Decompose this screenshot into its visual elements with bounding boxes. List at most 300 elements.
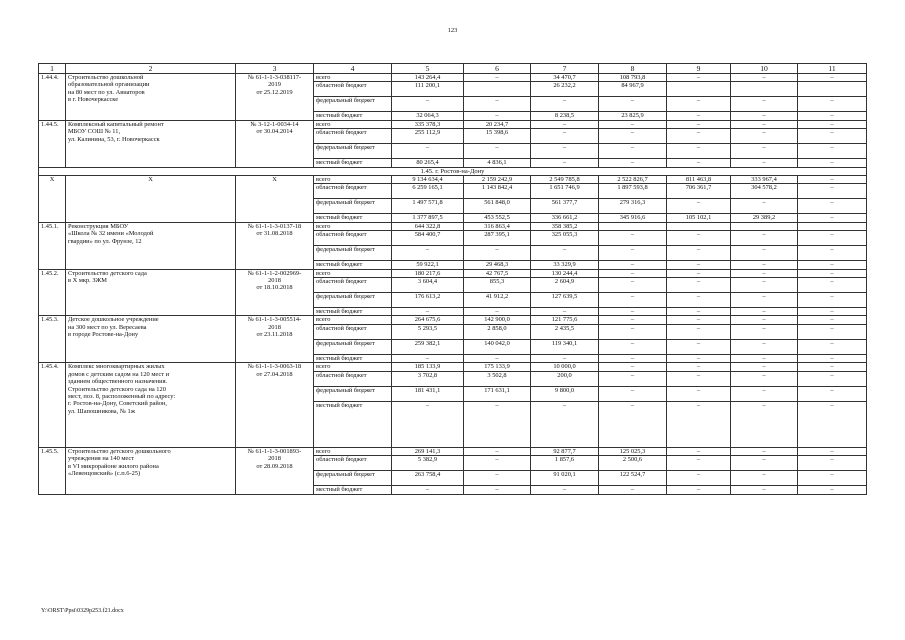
budget-source-label: областной бюджет [314, 456, 392, 471]
amount-cell: – [798, 159, 867, 167]
amount-cell: – [667, 74, 731, 82]
amount-cell: – [731, 120, 798, 128]
amount-cell: 2 604,9 [531, 278, 599, 293]
project-name: X [66, 176, 236, 223]
amount-cell: – [599, 97, 667, 112]
amount-cell: 316 863,4 [464, 222, 531, 230]
amount-cell: 91 020,1 [531, 471, 599, 486]
budget-source-label: федеральный бюджет [314, 144, 392, 159]
section-row [39, 167, 867, 175]
budget-source-label: областной бюджет [314, 324, 392, 339]
amount-cell: – [731, 486, 798, 494]
amount-cell: – [392, 246, 464, 261]
budget-source-label: местный бюджет [314, 308, 392, 316]
amount-cell: – [667, 456, 731, 471]
amount-cell: – [599, 401, 667, 447]
amount-cell: 855,3 [464, 278, 531, 293]
amount-cell: – [798, 293, 867, 308]
amount-cell: 1 377 897,5 [392, 214, 464, 222]
amount-cell: 200,0 [531, 371, 599, 386]
amount-cell: – [531, 97, 599, 112]
budget-source-label: областной бюджет [314, 184, 392, 199]
amount-cell: – [798, 120, 867, 128]
amount-cell: 325 055,3 [531, 231, 599, 246]
amount-cell: 2 549 785,8 [531, 176, 599, 184]
amount-cell: 3 502,8 [464, 371, 531, 386]
project-document: № 61-1-1-3-001893- 2018 от 28.09.2018 [236, 447, 314, 494]
budget-source-label: местный бюджет [314, 112, 392, 120]
header-cell: 7 [531, 64, 599, 74]
project-name: Комплекс многоквартирных жилых домов с детским садом на 120 мест и зданием общественного назначения. Строительство детского сада на 120 мест, поз. 8, расположенный по адресу: г. Ростов-на-Дону, Советский район, ул. Шапошникова, № 1ж [66, 363, 236, 447]
amount-cell: 92 877,7 [531, 447, 599, 455]
budget-source-label: федеральный бюджет [314, 339, 392, 354]
budget-source-label: местный бюджет [314, 159, 392, 167]
header-cell: 11 [798, 64, 867, 74]
amount-cell [798, 82, 867, 97]
budget-source-label: федеральный бюджет [314, 386, 392, 401]
amount-cell [798, 222, 867, 230]
amount-cell: 2 500,6 [599, 456, 667, 471]
amount-cell: 143 264,4 [392, 74, 464, 82]
footer-file-path: Y:\ORST\Ppsi\0329p253.f21.docx [41, 608, 124, 614]
amount-cell: 23 825,9 [599, 112, 667, 120]
budget-source-label: всего [314, 269, 392, 277]
page-number: 123 [447, 27, 458, 34]
table-row [39, 74, 867, 82]
amount-cell: – [667, 261, 731, 269]
amount-cell: 335 378,3 [392, 120, 464, 128]
amount-cell: 358 385,2 [531, 222, 599, 230]
amount-cell: 41 912,2 [464, 293, 531, 308]
amount-cell: 8 238,5 [531, 112, 599, 120]
amount-cell: – [731, 371, 798, 386]
amount-cell: 453 552,5 [464, 214, 531, 222]
project-number: 1.44.4. [39, 74, 66, 121]
amount-cell: 1 497 571,8 [392, 199, 464, 214]
project-number: 1.44.5. [39, 120, 66, 167]
amount-cell: 5 382,9 [392, 456, 464, 471]
amount-cell: 2 159 242,9 [464, 176, 531, 184]
table-body [39, 74, 867, 495]
header-row [39, 64, 867, 74]
amount-cell: – [599, 293, 667, 308]
amount-cell: – [599, 486, 667, 494]
header-cell: 8 [599, 64, 667, 74]
amount-cell: – [392, 144, 464, 159]
amount-cell: – [464, 456, 531, 471]
amount-cell: 6 259 165,1 [392, 184, 464, 199]
amount-cell: – [798, 447, 867, 455]
amount-cell: 1 143 842,4 [464, 184, 531, 199]
amount-cell: – [731, 386, 798, 401]
amount-cell: 10 000,0 [531, 363, 599, 371]
amount-cell: – [731, 199, 798, 214]
budget-source-label: местный бюджет [314, 261, 392, 269]
amount-cell: 561 848,0 [464, 199, 531, 214]
amount-cell: – [531, 159, 599, 167]
amount-cell: 336 661,2 [531, 214, 599, 222]
amount-cell: 5 293,5 [392, 324, 464, 339]
amount-cell: – [798, 324, 867, 339]
budget-source-label: местный бюджет [314, 354, 392, 362]
amount-cell: 255 112,9 [392, 129, 464, 144]
amount-cell: 9 134 634,4 [392, 176, 464, 184]
amount-cell: – [667, 354, 731, 362]
amount-cell: – [599, 129, 667, 144]
amount-cell: – [599, 316, 667, 324]
amount-cell: 561 377,7 [531, 199, 599, 214]
amount-cell [731, 82, 798, 97]
amount-cell: – [599, 363, 667, 371]
amount-cell: – [667, 112, 731, 120]
amount-cell: 811 463,8 [667, 176, 731, 184]
amount-cell: 15 398,6 [464, 129, 531, 144]
amount-cell: 176 613,2 [392, 293, 464, 308]
amount-cell: – [731, 293, 798, 308]
amount-cell: – [599, 371, 667, 386]
financing-table [38, 63, 867, 495]
amount-cell: 1 897 593,8 [599, 184, 667, 199]
amount-cell: – [531, 129, 599, 144]
amount-cell: – [464, 97, 531, 112]
amount-cell: 345 916,6 [599, 214, 667, 222]
project-document: № 61-1-1-2-002969- 2018 от 18.10.2018 [236, 269, 314, 316]
amount-cell: 84 967,9 [599, 82, 667, 97]
amount-cell: 34 470,7 [531, 74, 599, 82]
amount-cell: – [599, 159, 667, 167]
amount-cell: 59 922,1 [392, 261, 464, 269]
amount-cell: – [599, 269, 667, 277]
amount-cell: 33 329,9 [531, 261, 599, 269]
amount-cell: – [667, 363, 731, 371]
amount-cell: – [731, 246, 798, 261]
amount-cell: – [464, 246, 531, 261]
budget-source-label: всего [314, 363, 392, 371]
amount-cell: 185 133,9 [392, 363, 464, 371]
amount-cell: – [798, 184, 867, 199]
amount-cell: – [667, 471, 731, 486]
budget-source-label: местный бюджет [314, 486, 392, 494]
amount-cell: – [798, 144, 867, 159]
amount-cell: – [599, 386, 667, 401]
budget-source-label: всего [314, 222, 392, 230]
amount-cell: 42 767,5 [464, 269, 531, 277]
amount-cell: 142 900,0 [464, 316, 531, 324]
table-row [39, 447, 867, 455]
amount-cell: – [731, 269, 798, 277]
project-name: Строительство детского сада в X мкр. ЗЖМ [66, 269, 236, 316]
amount-cell: – [798, 246, 867, 261]
project-name: Реконструкция МБОУ «Школа № 32 имени «Молодой гвардии» по ул. Фрунзе, 12 [66, 222, 236, 269]
amount-cell: – [599, 231, 667, 246]
amount-cell: – [464, 74, 531, 82]
amount-cell: 1 857,6 [531, 456, 599, 471]
project-number: 1.45.1. [39, 222, 66, 269]
amount-cell [464, 82, 531, 97]
header-cell: 9 [667, 64, 731, 74]
amount-cell: – [464, 112, 531, 120]
amount-cell: – [599, 354, 667, 362]
amount-cell: – [731, 159, 798, 167]
amount-cell: 259 382,1 [392, 339, 464, 354]
amount-cell: – [798, 129, 867, 144]
amount-cell: 706 361,7 [667, 184, 731, 199]
amount-cell: – [599, 278, 667, 293]
amount-cell: – [731, 308, 798, 316]
amount-cell: – [798, 339, 867, 354]
budget-source-label: всего [314, 120, 392, 128]
project-document: X [236, 176, 314, 223]
amount-cell: 9 800,0 [531, 386, 599, 401]
amount-cell: – [731, 324, 798, 339]
amount-cell: 264 675,6 [392, 316, 464, 324]
amount-cell: 180 217,6 [392, 269, 464, 277]
budget-source-label: областной бюджет [314, 231, 392, 246]
amount-cell: – [667, 269, 731, 277]
project-name: Строительство дошкольной образовательной организации на 80 мест по ул. Авиаторов в г. Новочеркасске [66, 74, 236, 121]
amount-cell: – [599, 144, 667, 159]
amount-cell: – [731, 261, 798, 269]
header-cell: 10 [731, 64, 798, 74]
amount-cell: – [798, 269, 867, 277]
amount-cell: – [667, 278, 731, 293]
amount-cell: 263 758,4 [392, 471, 464, 486]
project-name: Комплексный капитальный ремонт МБОУ СОШ № 11, ул. Калинина, 53, г. Новочеркасск [66, 120, 236, 167]
amount-cell: 304 578,2 [731, 184, 798, 199]
project-number: 1.45.2. [39, 269, 66, 316]
amount-cell: – [731, 447, 798, 455]
amount-cell: – [798, 456, 867, 471]
table-row [39, 176, 867, 184]
header-cell: 6 [464, 64, 531, 74]
amount-cell: – [798, 316, 867, 324]
project-document: № 3-12-1-0034-14 от 30.04.2014 [236, 120, 314, 167]
project-document: № 61-1-1-3-038117- 2019 от 25.12.2019 [236, 74, 314, 121]
amount-cell: – [731, 471, 798, 486]
amount-cell: – [667, 293, 731, 308]
amount-cell: 119 340,1 [531, 339, 599, 354]
amount-cell: – [731, 354, 798, 362]
budget-source-label: областной бюджет [314, 82, 392, 97]
amount-cell: – [464, 486, 531, 494]
amount-cell: – [667, 447, 731, 455]
project-name: Строительство детского дошкольного учреждения на 140 мест в VI микрорайоне жилого района «Левенцовский» (с.п.6-25) [66, 447, 236, 494]
project-document: № 61-1-1-3-005514- 2018 от 23.11.2018 [236, 316, 314, 363]
amount-cell: – [531, 144, 599, 159]
amount-cell: 26 232,2 [531, 82, 599, 97]
amount-cell: – [531, 308, 599, 316]
amount-cell: – [667, 144, 731, 159]
amount-cell: – [599, 120, 667, 128]
amount-cell: 269 141,3 [392, 447, 464, 455]
header-cell: 3 [236, 64, 314, 74]
budget-source-label: федеральный бюджет [314, 293, 392, 308]
budget-source-label: областной бюджет [314, 371, 392, 386]
amount-cell: – [464, 308, 531, 316]
amount-cell: – [731, 363, 798, 371]
amount-cell: – [464, 354, 531, 362]
amount-cell: 80 265,4 [392, 159, 464, 167]
amount-cell: – [798, 471, 867, 486]
amount-cell: – [667, 339, 731, 354]
amount-cell: 32 064,3 [392, 112, 464, 120]
header-cell: 1 [39, 64, 66, 74]
project-number: X [39, 176, 66, 223]
amount-cell: – [531, 120, 599, 128]
amount-cell: 181 431,1 [392, 386, 464, 401]
table-header [39, 64, 867, 74]
amount-cell: – [464, 401, 531, 447]
amount-cell [599, 222, 667, 230]
amount-cell: – [667, 308, 731, 316]
amount-cell: 279 316,3 [599, 199, 667, 214]
amount-cell: – [798, 97, 867, 112]
amount-cell [667, 222, 731, 230]
amount-cell: 29 468,3 [464, 261, 531, 269]
amount-cell: 4 836,1 [464, 159, 531, 167]
budget-source-label: федеральный бюджет [314, 199, 392, 214]
amount-cell: – [798, 354, 867, 362]
budget-source-label: местный бюджет [314, 401, 392, 447]
amount-cell: – [667, 386, 731, 401]
amount-cell: – [667, 97, 731, 112]
amount-cell: – [731, 74, 798, 82]
amount-cell: – [667, 159, 731, 167]
amount-cell: 105 102,1 [667, 214, 731, 222]
amount-cell: 125 025,3 [599, 447, 667, 455]
amount-cell: – [464, 144, 531, 159]
amount-cell: – [798, 176, 867, 184]
amount-cell: 171 631,1 [464, 386, 531, 401]
amount-cell: 2 858,0 [464, 324, 531, 339]
amount-cell: – [731, 316, 798, 324]
amount-cell: 644 322,8 [392, 222, 464, 230]
budget-source-label: всего [314, 74, 392, 82]
amount-cell: – [667, 324, 731, 339]
table-row [39, 363, 867, 371]
amount-cell: – [599, 308, 667, 316]
amount-cell: 140 042,0 [464, 339, 531, 354]
amount-cell: 20 234,7 [464, 120, 531, 128]
amount-cell: – [531, 246, 599, 261]
amount-cell: 108 793,8 [599, 74, 667, 82]
amount-cell: – [798, 112, 867, 120]
header-cell: 2 [66, 64, 236, 74]
amount-cell: – [667, 246, 731, 261]
amount-cell: 584 400,7 [392, 231, 464, 246]
header-cell: 5 [392, 64, 464, 74]
table-row [39, 120, 867, 128]
amount-cell: 333 967,4 [731, 176, 798, 184]
project-document: № 61-1-1-3-0137-18 от 31.08.2018 [236, 222, 314, 269]
budget-source-label: всего [314, 447, 392, 455]
amount-cell: – [731, 339, 798, 354]
amount-cell: – [798, 386, 867, 401]
amount-cell: – [798, 308, 867, 316]
amount-cell: – [798, 199, 867, 214]
amount-cell: – [599, 324, 667, 339]
section-title: 1.45. г. Ростов-на-Дону [39, 167, 867, 175]
budget-source-label: всего [314, 176, 392, 184]
amount-cell: 2 435,5 [531, 324, 599, 339]
amount-cell: – [531, 354, 599, 362]
project-document: № 61-1-1-3-0063-18 от 27.04.2018 [236, 363, 314, 447]
amount-cell: – [599, 261, 667, 269]
amount-cell [731, 222, 798, 230]
amount-cell: – [731, 231, 798, 246]
project-number: 1.45.3. [39, 316, 66, 363]
project-number: 1.45.5. [39, 447, 66, 494]
amount-cell: 2 522 826,7 [599, 176, 667, 184]
amount-cell: 130 244,4 [531, 269, 599, 277]
budget-source-label: местный бюджет [314, 214, 392, 222]
amount-cell: 287 395,1 [464, 231, 531, 246]
amount-cell: – [798, 261, 867, 269]
amount-cell: – [464, 447, 531, 455]
amount-cell: – [667, 231, 731, 246]
budget-source-label: областной бюджет [314, 129, 392, 144]
header-cell: 4 [314, 64, 392, 74]
table-row [39, 269, 867, 277]
amount-cell: 127 639,5 [531, 293, 599, 308]
amount-cell: – [392, 486, 464, 494]
amount-cell: 3 604,4 [392, 278, 464, 293]
amount-cell: – [731, 144, 798, 159]
amount-cell: 3 702,8 [392, 371, 464, 386]
budget-source-label: федеральный бюджет [314, 471, 392, 486]
amount-cell: – [667, 120, 731, 128]
amount-cell: – [392, 97, 464, 112]
amount-cell: – [667, 401, 731, 447]
amount-cell: – [667, 371, 731, 386]
amount-cell: 1 651 746,9 [531, 184, 599, 199]
amount-cell: – [798, 371, 867, 386]
amount-cell: – [667, 199, 731, 214]
table-row [39, 316, 867, 324]
amount-cell: 111 200,1 [392, 82, 464, 97]
amount-cell: 122 524,7 [599, 471, 667, 486]
amount-cell: – [392, 308, 464, 316]
amount-cell: 121 775,6 [531, 316, 599, 324]
project-name: Детское дошкольное учреждение на 300 мест по ул. Вересаева в городе Ростове-на-Дону [66, 316, 236, 363]
amount-cell: – [599, 339, 667, 354]
amount-cell: – [667, 129, 731, 144]
amount-cell: – [798, 401, 867, 447]
amount-cell: 29 389,2 [731, 214, 798, 222]
amount-cell: – [798, 486, 867, 494]
amount-cell: – [798, 214, 867, 222]
amount-cell: – [798, 74, 867, 82]
amount-cell: – [531, 486, 599, 494]
amount-cell: – [667, 486, 731, 494]
amount-cell: – [731, 112, 798, 120]
project-number: 1.45.4. [39, 363, 66, 447]
amount-cell: – [798, 231, 867, 246]
amount-cell [667, 82, 731, 97]
amount-cell: – [392, 354, 464, 362]
amount-cell: – [731, 278, 798, 293]
amount-cell: 175 133,9 [464, 363, 531, 371]
amount-cell: – [798, 363, 867, 371]
budget-source-label: федеральный бюджет [314, 97, 392, 112]
budget-source-label: федеральный бюджет [314, 246, 392, 261]
amount-cell: – [531, 401, 599, 447]
amount-cell: – [731, 401, 798, 447]
amount-cell: – [464, 471, 531, 486]
amount-cell: – [392, 401, 464, 447]
amount-cell: – [798, 278, 867, 293]
amount-cell: – [667, 316, 731, 324]
